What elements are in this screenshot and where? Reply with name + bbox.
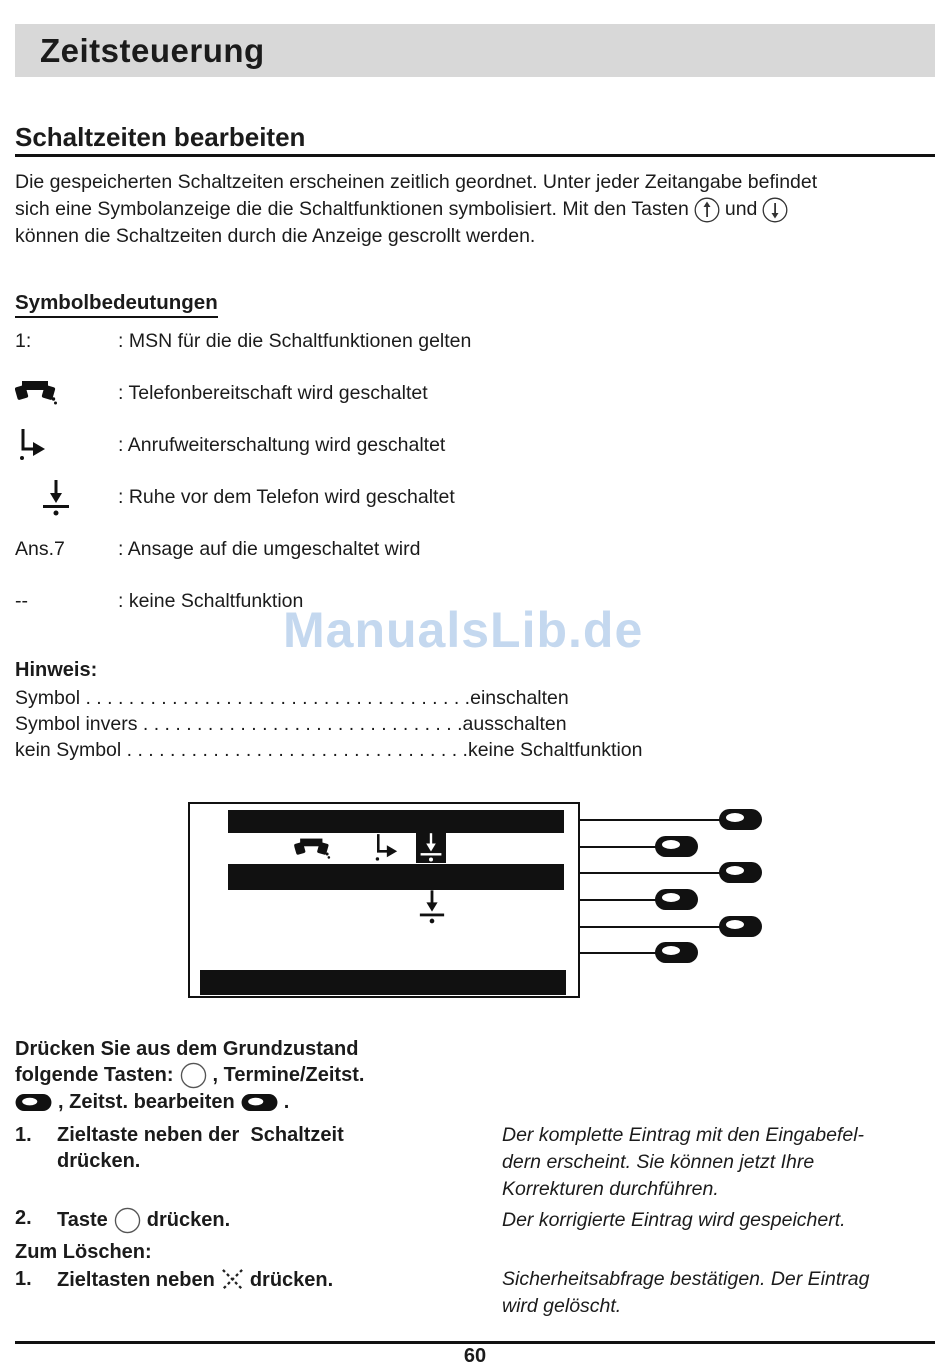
symbol-label: 1: [15,330,32,352]
arrow-up-key-icon [694,197,720,223]
page-number: 60 [463,1345,487,1364]
step-number: 1. [15,1124,32,1146]
step-result: dern erscheint. Sie können jetzt Ihre [502,1151,815,1173]
target-button-icon [655,836,698,857]
symbol-text: : Telefonbereitschaft wird geschaltet [118,382,428,404]
symbol-label: Ans.7 [15,538,65,560]
step-result: wird gelöscht. [502,1295,622,1317]
target-button-icon [719,916,762,937]
step-number: 1. [15,1268,32,1290]
target-button-icon [719,862,762,883]
step-number: 2. [15,1207,32,1229]
target-button-icon [719,809,762,830]
watermark: ManualsLib.de [283,602,644,658]
connector-line [580,926,720,928]
phone-silence-icon [418,890,446,924]
connector-line [580,952,656,954]
step-text: Zieltasten neben drücken. [57,1269,334,1291]
symbol-text: : Ruhe vor dem Telefon wird geschaltet [118,486,455,508]
press-instructions [15,1036,485,1115]
symbol-text: : Anrufweiterschaltung wird geschaltet [118,434,446,456]
arrow-down-key-icon [762,197,788,223]
connector-line [580,899,656,901]
step-text: Taste drücken. [57,1207,230,1234]
hinweis-line: kein Symbol . . . . . . . . . . . . . . . . . . . . . . . . . . . . . . . .keine Schaltfunktion [15,739,643,761]
section-title-rule [15,154,935,157]
ok-key-icon [180,1062,207,1089]
call-forward-icon [18,428,46,460]
connector-line [580,872,720,874]
phone-silence-icon [41,480,71,516]
phone-handset-icon [292,836,334,860]
symbol-text: : keine Schaltfunktion [118,590,304,612]
display-bar [228,864,564,890]
step-text: Zieltaste neben der Schaltzeit [57,1124,344,1146]
connector-line [580,846,656,848]
call-forward-icon [374,833,398,861]
hinweis-line: Symbol . . . . . . . . . . . . . . . . . . . . . . . . . . . . . . . . . . . .einschalten [15,687,569,709]
target-button-icon [655,889,698,910]
hinweis-heading: Hinweis: [15,659,98,681]
delete-heading: Zum Löschen: [15,1241,152,1263]
page-title: Zeitsteuerung [40,31,265,69]
symbol-row-ansage [15,538,775,582]
connector-line [580,819,720,821]
section-title: Schaltzeiten bearbeiten [15,122,306,152]
symbol-row-silence [15,480,775,524]
step-result: Der komplette Eintrag mit den Eingabefel- [502,1124,865,1146]
symbol-row-forward [15,428,775,472]
header-bar [15,24,935,77]
footer-rule [15,1341,935,1344]
step-result: Sicherheitsabfrage bestätigen. Der Eintrag [502,1268,870,1290]
symbol-row-msn [15,330,775,374]
phone-silence-inverse-icon [416,831,446,863]
symbol-row-phone [15,378,775,422]
symbols-heading: Symbolbedeutungen [15,291,218,318]
display-bar [200,970,566,995]
intro-line-2: sich eine Symbolanzeige die die Schaltfunktionen symbolisiert. Mit den Tasten und [15,196,945,223]
symbol-label: -- [15,590,28,612]
phone-handset-icon [15,378,59,406]
hinweis-line: Symbol invers . . . . . . . . . . . . . . . . . . . . . . . . . . . . . .ausschalten [15,713,567,735]
step-result: Korrekturen durchführen. [502,1178,719,1200]
press-line-2: folgende Tasten: , Termine/Zeitst. [15,1062,485,1089]
ok-key-icon [114,1207,141,1234]
step-result: Der korrigierte Eintrag wird gespeichert. [502,1209,846,1231]
symbol-text: : Ansage auf die umgeschaltet wird [118,538,421,560]
step-text: drücken. [57,1150,141,1172]
display-diagram [0,800,950,1010]
intro-line-3: können die Schaltzeiten durch die Anzeige gescrollt werden. [15,225,536,247]
press-line-1: Drücken Sie aus dem Grundzustand [15,1038,359,1060]
symbol-text: : MSN für die die Schaltfunktionen gelten [118,330,472,352]
softkey-icon [15,1094,52,1111]
delete-cross-icon [221,1268,244,1291]
target-button-icon [655,942,698,963]
display-bar [228,810,564,833]
intro-paragraph [15,169,945,250]
intro-line-1: Die gespeicherten Schaltzeiten erscheinen zeitlich geordnet. Unter jeder Zeitangabe befindet [15,171,818,193]
press-line-3: , Zeitst. bearbeiten . [15,1089,485,1115]
softkey-icon [241,1094,278,1111]
